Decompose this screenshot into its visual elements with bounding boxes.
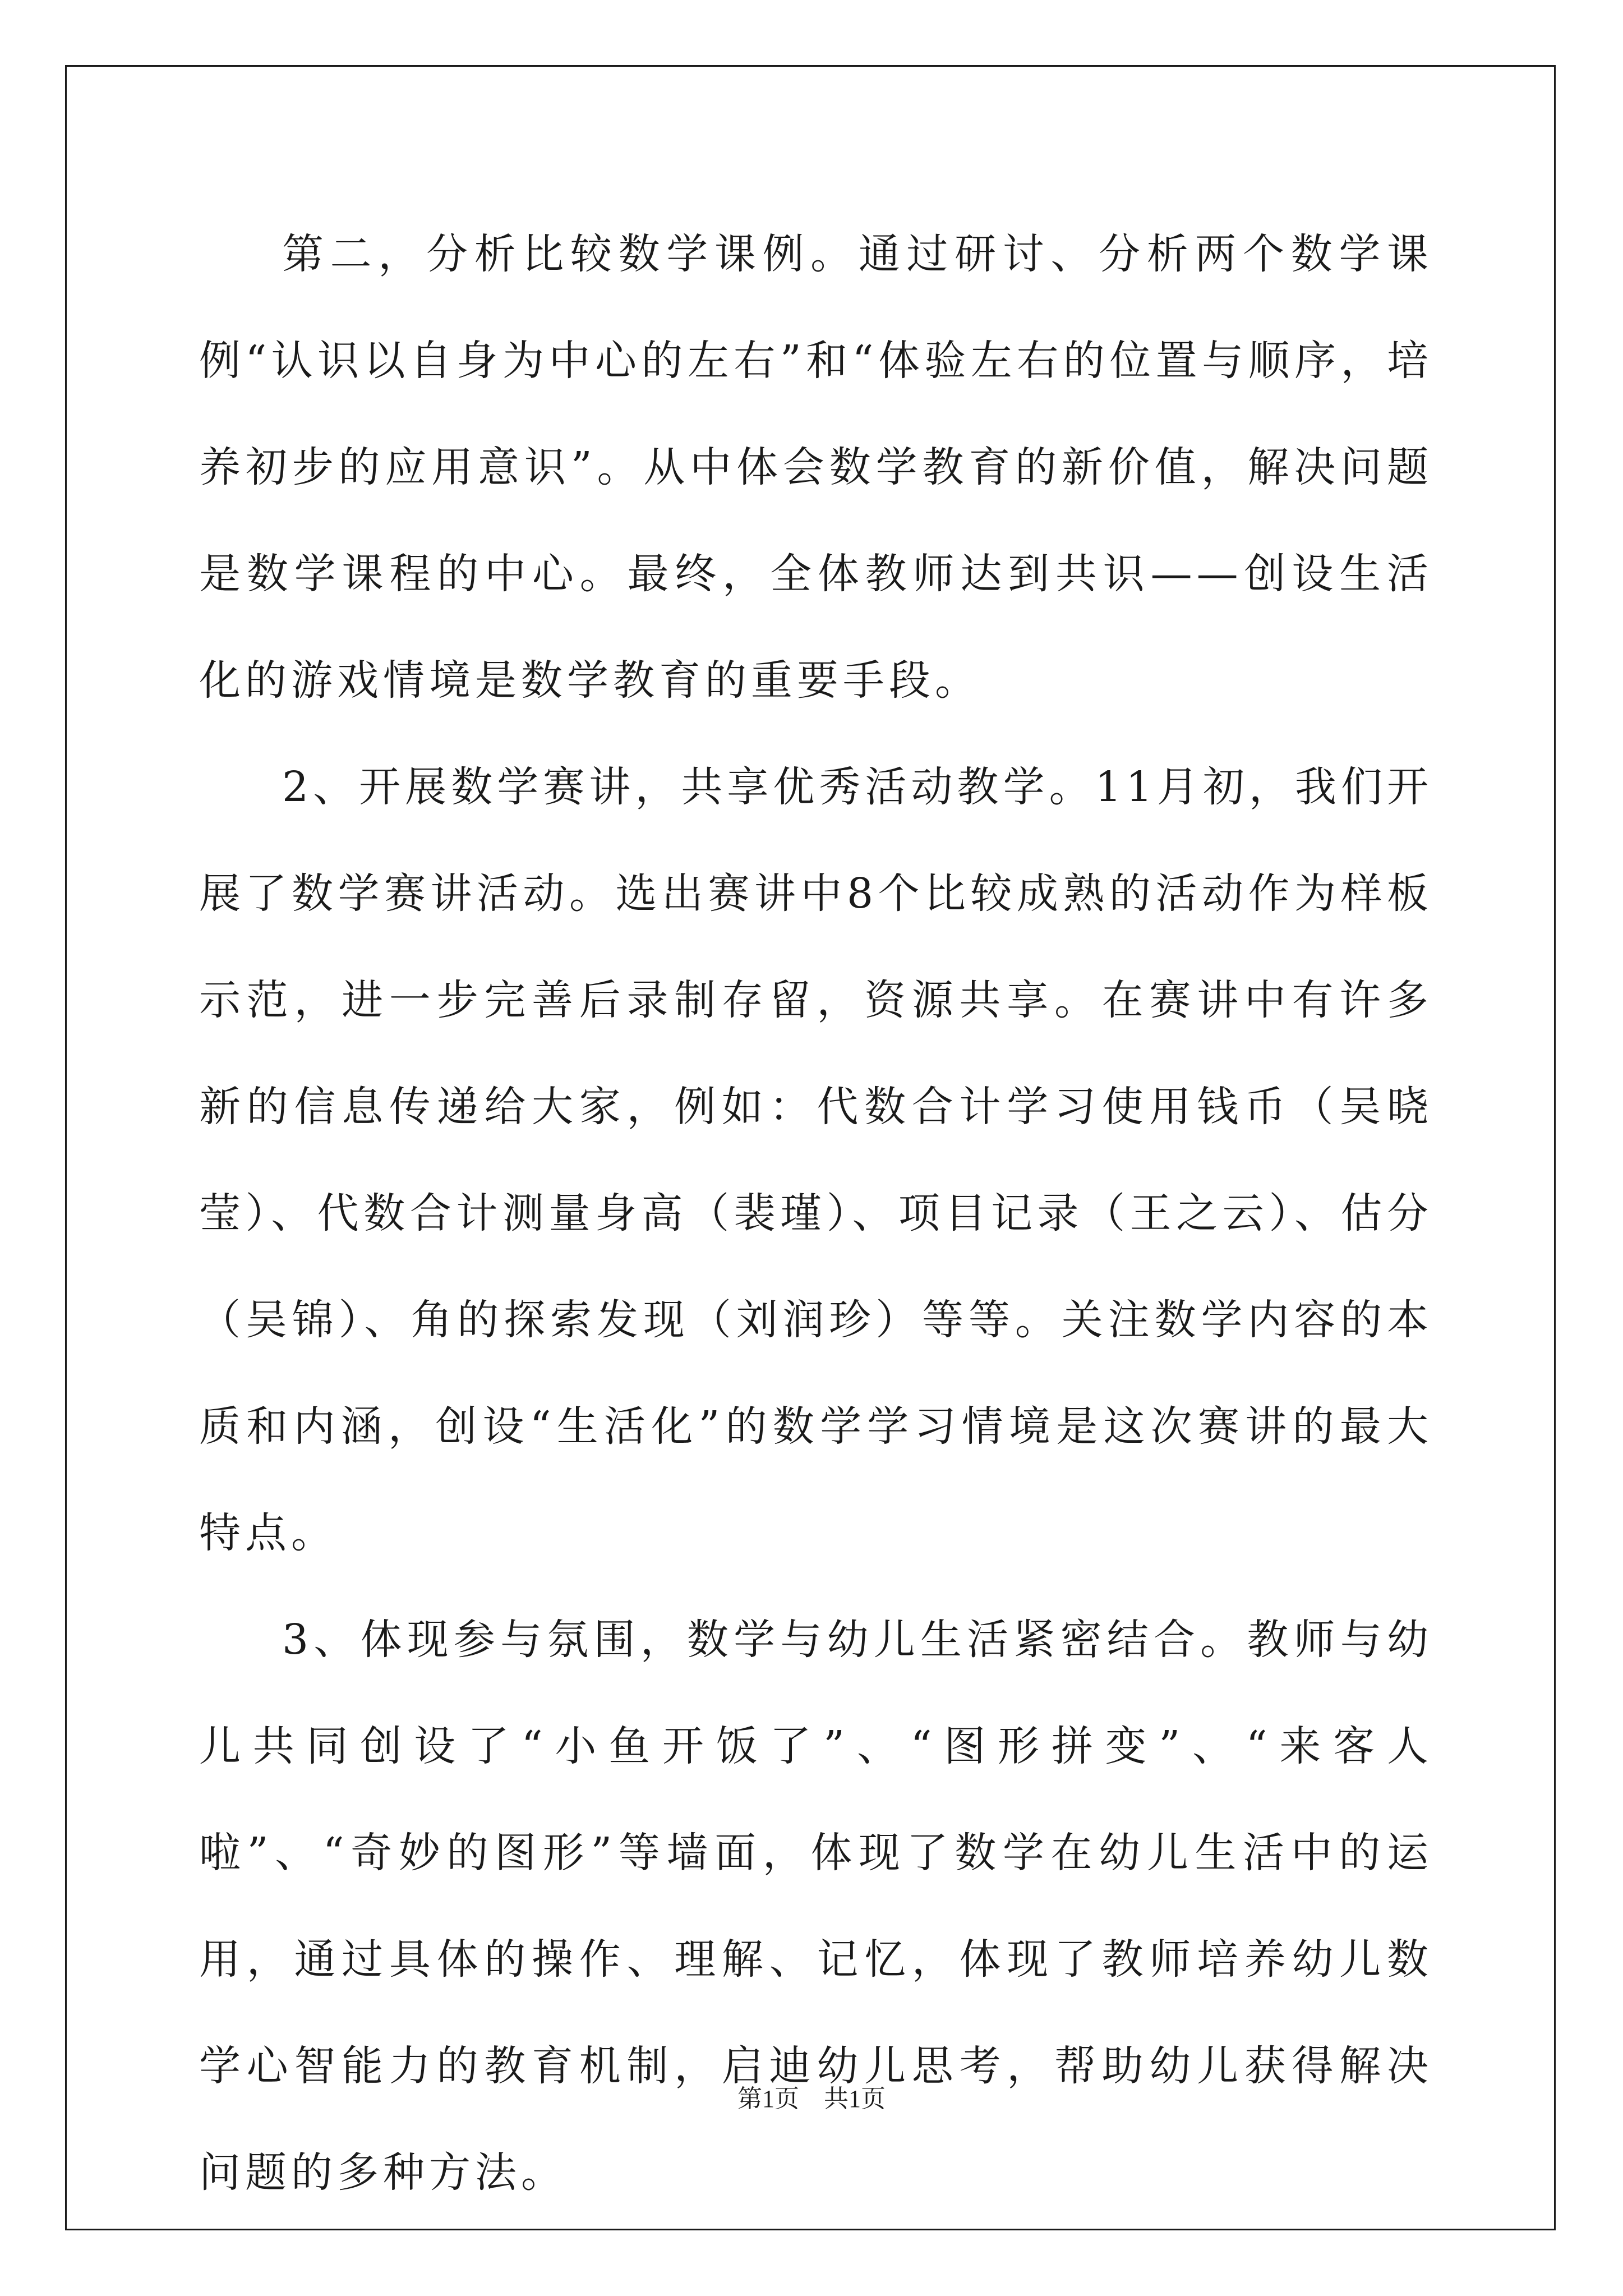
page-number: 第1页 [737,2085,799,2113]
paragraph-1: 第二，分析比较数学课例。通过研讨、分析两个数学课例“认识以自身为中心的左右”和“体验左右的位置与顺序，培养初步的应用意识”。从中体会数学教育的新价值，解决问题是数学课程的中心。最终，全体教师达到共识——创设生活化的游戏情境是数学教育的重要手段。 [199,230,1433,705]
paragraph-2: 2、开展数学赛讲，共享优秀活动教学。11月初，我们开展了数学赛讲活动。选出赛讲中8个比较成熟的活动作为样板示范，进一步完善后录制存留，资源共享。在赛讲中有许多新的信息传递给大家，例如：代数合计学习使用钱币（吴晓莹）、代数合计测量身高（裴瑾）、项目记录（王之云）、估分（吴锦）、角的探索发现（刘润珍）等等。关注数学内容的本质和内涵，创设“生活化”的数学学习情境是这次赛讲的最大特点。 [199,763,1433,1557]
page-footer [0,2078,1623,2114]
document-body [199,201,1433,2226]
page-total: 共1页 [824,2085,886,2113]
paragraph-3: 3、体现参与氛围，数学与幼儿生活紧密结合。教师与幼儿共同创设了“小鱼开饭了”、“图形拼变”、“来客人啦”、“奇妙的图形”等墙面，体现了数学在幼儿生活中的运用，通过具体的操作、理解、记忆，体现了教师培养幼儿数学心智能力的教育机制，启迪幼儿思考，帮助幼儿获得解决问题的多种方法。 [199,1616,1433,2197]
